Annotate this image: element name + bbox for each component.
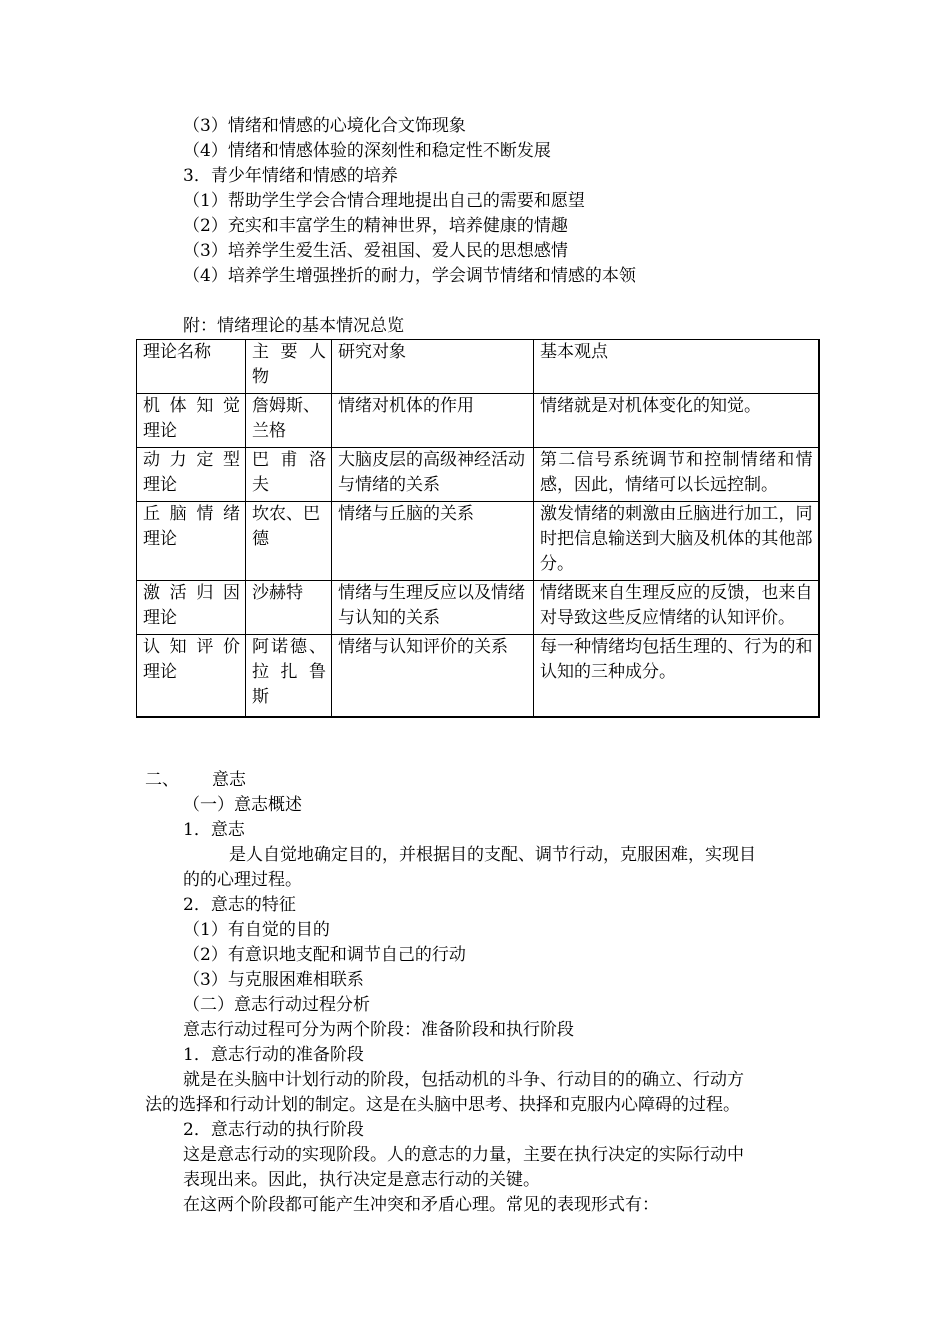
subsection-heading: （一）意志概述: [183, 795, 302, 815]
text-line: （3）培养学生爱生活、爱祖国、爱人民的思想感情: [183, 241, 568, 261]
header-cell: 研究对象: [332, 340, 534, 394]
table-cell: 巴 甫 洛 夫: [246, 448, 332, 502]
table-cell: 第二信号系统调节和控制情绪和情感，因此，情绪可以长远控制。: [534, 448, 819, 502]
table-cell: 坎农、巴德: [246, 502, 332, 581]
text-line: （1）帮助学生学会合情合理地提出自己的需要和愿望: [183, 191, 585, 211]
table-cell: 每一种情绪均包括生理的、行为的和认知的三种成分。: [534, 635, 819, 718]
text-line: 法的选择和行动计划的制定。这是在头脑中思考、抉择和克服内心障碍的过程。: [145, 1095, 740, 1115]
theory-table: [136, 339, 820, 718]
table-cell: 认 知 评 价 理论: [137, 635, 246, 718]
table-cell: 机 体 知 觉 理论: [137, 394, 246, 448]
text-line: 表现出来。因此，执行决定是意志行动的关键。: [183, 1170, 540, 1190]
text-line: 在这两个阶段都可能产生冲突和矛盾心理。常见的表现形式有：: [183, 1195, 659, 1215]
header-cell: 基本观点: [534, 340, 819, 394]
text-line: 这是意志行动的实现阶段。人的意志的力量，主要在执行决定的实际行动中: [183, 1145, 744, 1165]
section-title: 意志: [212, 770, 246, 790]
table-cell: 动 力 定 型 理论: [137, 448, 246, 502]
table-cell: 大脑皮层的高级神经活动与情绪的关系: [332, 448, 534, 502]
table-cell: 情绪对机体的作用: [332, 394, 534, 448]
text-line: （1）有自觉的目的: [183, 920, 330, 940]
text-line: 2．意志行动的执行阶段: [183, 1120, 364, 1140]
text-line: 就是在头脑中计划行动的阶段，包括动机的斗争、行动目的的确立、行动方: [183, 1070, 744, 1090]
table-cell: 丘 脑 情 绪 理论: [137, 502, 246, 581]
text-line: 的的心理过程。: [183, 870, 302, 890]
table-row: [137, 581, 819, 635]
text-line: （2）充实和丰富学生的精神世界，培养健康的情趣: [183, 216, 568, 236]
table-row: [137, 502, 819, 581]
table-cell: 情绪就是对机体变化的知觉。: [534, 394, 819, 448]
table-cell: 詹姆斯、兰格: [246, 394, 332, 448]
text-line: 2．意志的特征: [183, 895, 296, 915]
table-cell: 沙赫特: [246, 581, 332, 635]
text-line: 意志行动过程可分为两个阶段：准备阶段和执行阶段: [183, 1020, 574, 1040]
table-cell: 情绪与丘脑的关系: [332, 502, 534, 581]
header-cell: 主 要 人 物: [246, 340, 332, 394]
table-row: [137, 448, 819, 502]
text-line: （3）情绪和情感的心境化合文饰现象: [183, 116, 466, 136]
section-number: 二、: [145, 770, 179, 790]
text-line: （3）与克服困难相联系: [183, 970, 364, 990]
table-cell: 情绪与认知评价的关系: [332, 635, 534, 718]
table-cell: 激 活 归 因 理论: [137, 581, 246, 635]
table-header-row: [137, 340, 819, 394]
text-line: （4）情绪和情感体验的深刻性和稳定性不断发展: [183, 141, 551, 161]
table-cell: 激发情绪的刺激由丘脑进行加工，同时把信息输送到大脑及机体的其他部分。: [534, 502, 819, 581]
text-line: （4）培养学生增强挫折的耐力，学会调节情绪和情感的本领: [183, 266, 636, 286]
table-row: [137, 394, 819, 448]
table-row: [137, 635, 819, 718]
table-cell: 情绪既来自生理反应的反馈，也来自对导致这些反应情绪的认知评价。: [534, 581, 819, 635]
table-cell: 情绪与生理反应以及情绪与认知的关系: [332, 581, 534, 635]
text-line: 是人自觉地确定目的，并根据目的支配、调节行动，克服困难，实现目: [229, 845, 756, 865]
text-line: 3．青少年情绪和情感的培养: [183, 166, 398, 186]
table-cell: 阿诺德、拉 扎 鲁 斯: [246, 635, 332, 718]
table-caption: 附：情绪理论的基本情况总览: [183, 316, 404, 336]
text-line: 1．意志: [183, 820, 245, 840]
subsection-heading: （二）意志行动过程分析: [183, 995, 370, 1015]
text-line: 1．意志行动的准备阶段: [183, 1045, 364, 1065]
text-line: （2）有意识地支配和调节自己的行动: [183, 945, 466, 965]
header-cell: 理论名称: [137, 340, 246, 394]
